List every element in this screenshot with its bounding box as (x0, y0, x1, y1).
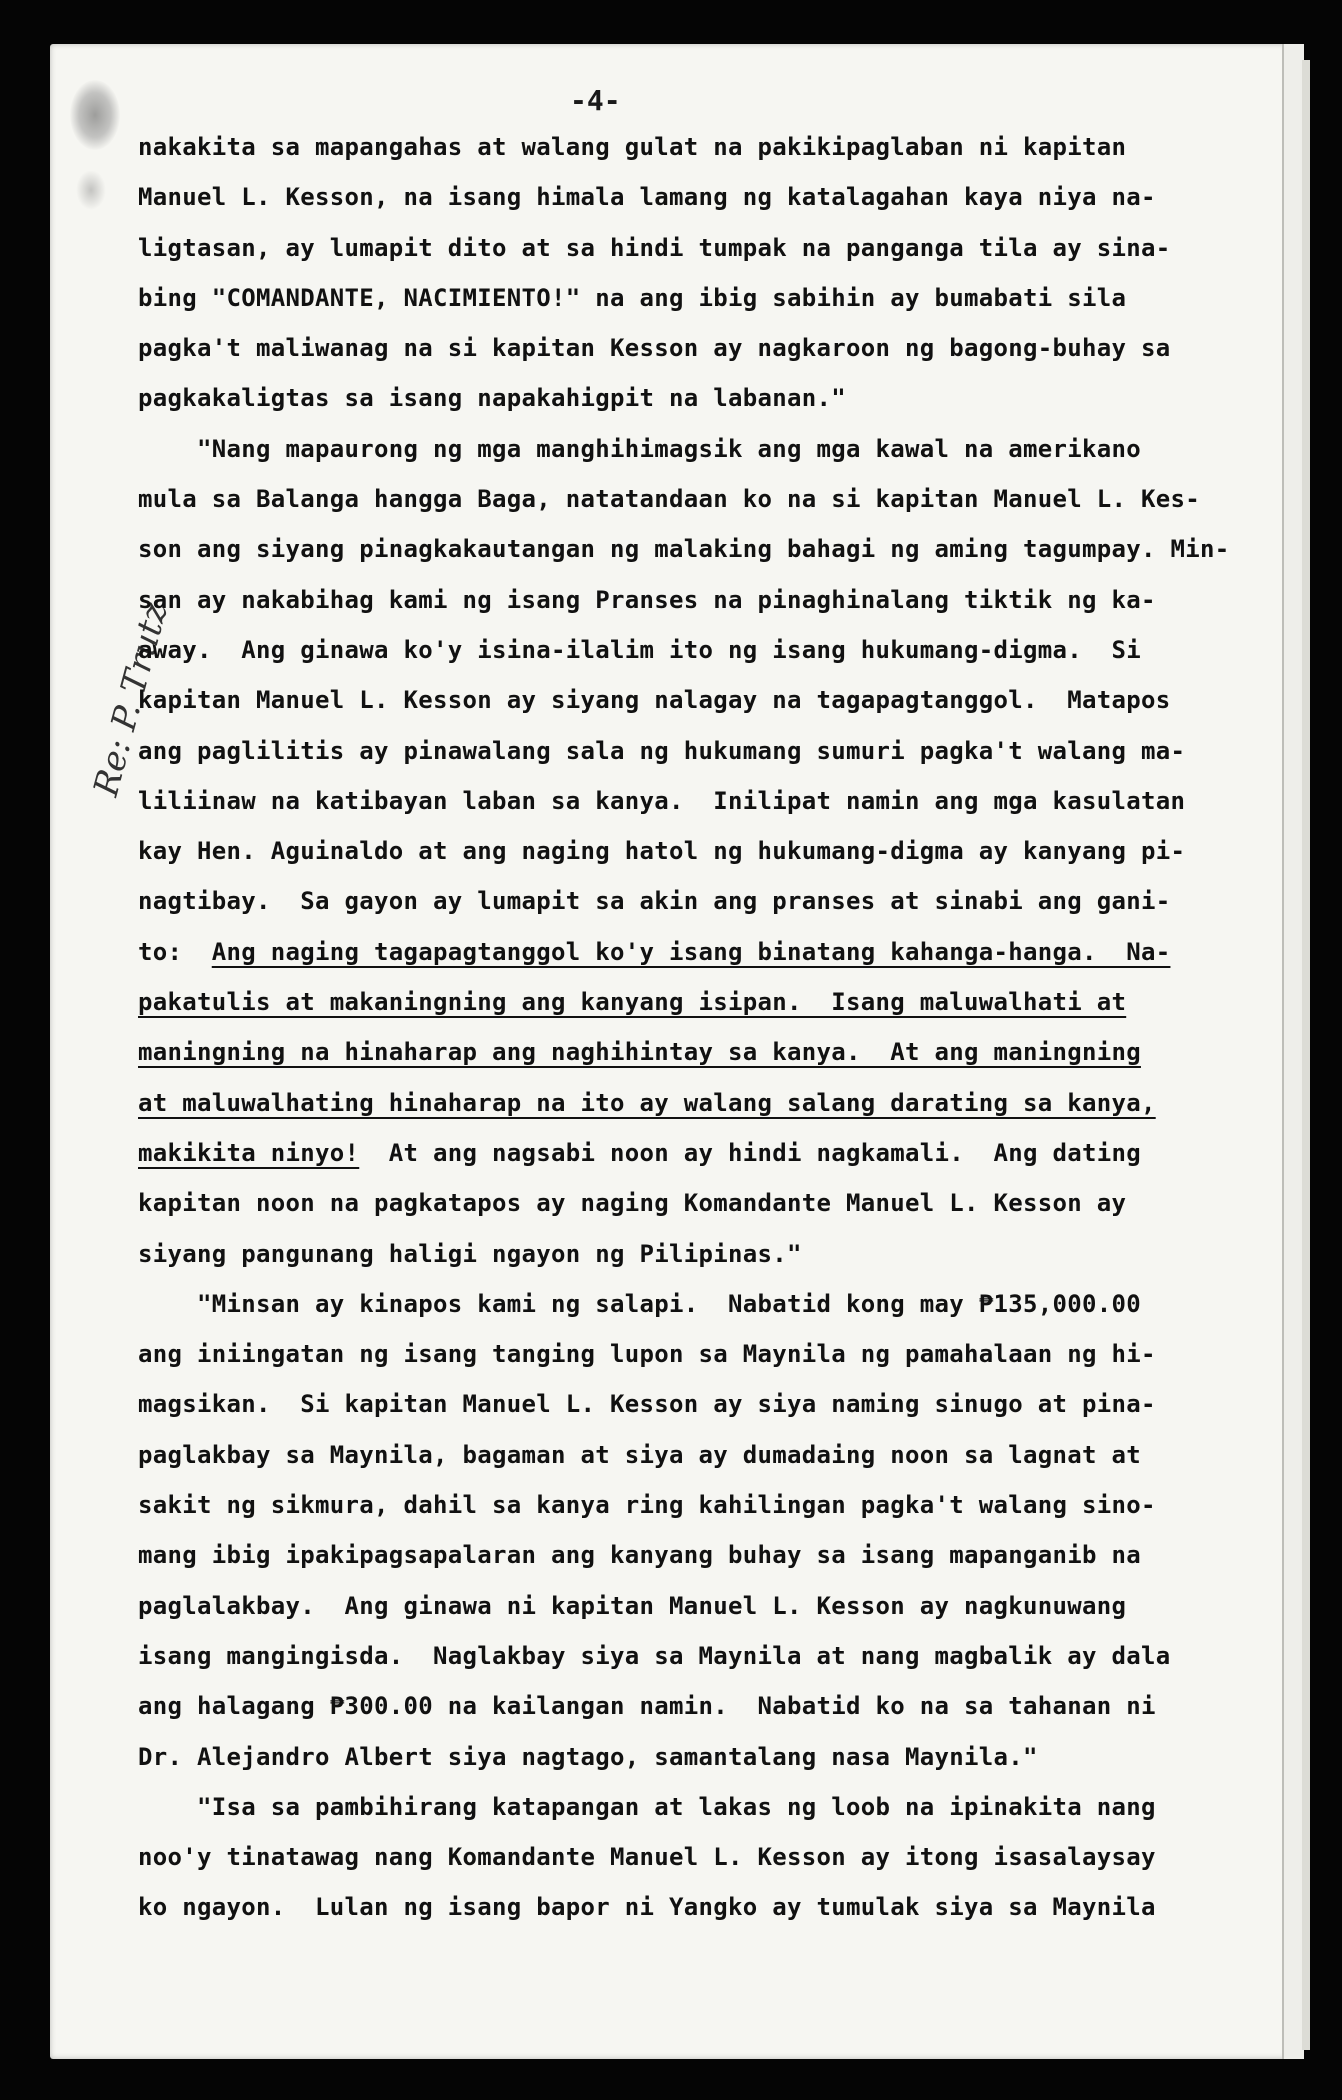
text-line (138, 1832, 1263, 1882)
text-segment: isang mangingisda. Naglakbay siya sa Maynila at nang magbalik ay dala (138, 1641, 1171, 1670)
text-segment: kapitan Manuel L. Kesson ay siyang nalagay na tagapagtanggol. Matapos (138, 686, 1171, 715)
text-line (138, 323, 1263, 373)
text-segment: "Isa sa pambihirang katapangan at lakas ng loob na ipinakita nang (138, 1792, 1156, 1821)
text-line (138, 876, 1263, 926)
text-segment: Manuel L. Kesson, na isang himala lamang ng katalagahan kaya niya na- (138, 183, 1156, 212)
text-line (138, 1027, 1263, 1077)
text-line (138, 122, 1263, 172)
text-line (138, 625, 1263, 675)
page-number: -4- (570, 84, 621, 117)
text-line (138, 1681, 1263, 1731)
text-segment: magsikan. Si kapitan Manuel L. Kesson ay siya naming sinugo at pina- (138, 1390, 1156, 1419)
handwritten-margin-note: Re: P. Trutz (86, 598, 176, 801)
text-segment: ang halagang ₱300.00 na kailangan namin. Nabatid ko na sa tahanan ni (138, 1692, 1156, 1721)
text-line (138, 1078, 1263, 1128)
text-line (138, 1631, 1263, 1681)
text-segment: paglakbay sa Maynila, bagaman at siya ay dumadaing noon sa lagnat at (138, 1440, 1141, 1469)
text-segment: bing "COMANDANTE, NACIMIENTO!" na ang ibig sabihin ay bumabati sila (138, 283, 1127, 312)
text-segment: At ang nagsabi noon ay hindi nagkamali. Ang dating (359, 1138, 1141, 1167)
text-segment: "Nang mapaurong ng mga manghihimagsik ang mga kawal na amerikano (138, 434, 1141, 463)
text-line (138, 273, 1263, 323)
underlined-text: pakatulis at makaningning ang kanyang isipan. Isang maluwalhati at (138, 988, 1127, 1017)
text-segment: ligtasan, ay lumapit dito at sa hindi tumpak na panganga tila ay sina- (138, 233, 1171, 262)
text-segment: pagka't maliwanag na si kapitan Kesson ay nagkaroon ng bagong-buhay sa (138, 334, 1171, 363)
text-line (138, 1782, 1263, 1832)
text-segment: ang iniingatan ng isang tanging lupon sa Maynila ng pamahalaan ng hi- (138, 1340, 1156, 1369)
text-line (138, 1229, 1263, 1279)
text-line (138, 927, 1263, 977)
text-line (138, 1480, 1263, 1530)
text-line (138, 826, 1263, 876)
text-segment: liliinaw na katibayan laban sa kanya. Inilipat namin ang mga kasulatan (138, 786, 1186, 815)
text-segment: pagkakaligtas sa isang napakahigpit na labanan." (138, 384, 846, 413)
ink-blot-small (76, 170, 106, 210)
text-line (138, 977, 1263, 1027)
text-line (138, 1279, 1263, 1329)
text-segment: sakit ng sikmura, dahil sa kanya ring kahilingan pagka't walang sino- (138, 1491, 1156, 1520)
text-line (138, 474, 1263, 524)
text-segment: to: (138, 937, 212, 966)
text-segment: ang paglilitis ay pinawalang sala ng hukumang sumuri pagka't walang ma- (138, 736, 1186, 765)
text-line (138, 424, 1263, 474)
text-line (138, 1882, 1263, 1932)
underlined-text: maningning na hinaharap ang naghihintay sa kanya. At ang maningning (138, 1038, 1141, 1067)
text-segment: away. Ang ginawa ko'y isina-ilalim ito ng isang hukumang-digma. Si (138, 635, 1141, 664)
text-segment: nakakita sa mapangahas at walang gulat na pakikipaglaban ni kapitan (138, 133, 1127, 161)
text-segment: mang ibig ipakipagsapalaran ang kanyang buhay sa isang mapanganib na (138, 1541, 1141, 1570)
text-segment: san ay nakabihag kami ng isang Pranses na pinaghinalang tiktik ng ka- (138, 585, 1156, 614)
text-segment: paglalakbay. Ang ginawa ni kapitan Manuel L. Kesson ay nagkunuwang (138, 1591, 1127, 1620)
ink-blot (70, 80, 120, 150)
text-line (138, 172, 1263, 222)
typed-body-text (138, 122, 1263, 1933)
text-line (138, 1178, 1263, 1228)
text-segment: "Minsan ay kinapos kami ng salapi. Nabatid kong may ₱135,000.00 (138, 1289, 1141, 1318)
text-line (138, 1128, 1263, 1178)
text-line (138, 726, 1263, 776)
text-segment: nagtibay. Sa gayon ay lumapit sa akin ang pranses at sinabi ang gani- (138, 887, 1171, 916)
text-segment: siyang pangunang haligi ngayon ng Pilipinas." (138, 1239, 802, 1268)
text-line (138, 1581, 1263, 1631)
underlined-text: at maluwalhating hinaharap na ito ay walang salang darating sa kanya, (138, 1088, 1156, 1117)
text-line (138, 675, 1263, 725)
text-line (138, 575, 1263, 625)
text-segment: Dr. Alejandro Albert siya nagtago, samantalang nasa Maynila." (138, 1742, 1038, 1771)
page-edge-shadow (1302, 60, 1310, 2050)
text-segment: noo'y tinatawag nang Komandante Manuel L. Kesson ay itong isasalaysay (138, 1843, 1156, 1872)
text-line (138, 373, 1263, 423)
text-segment: son ang siyang pinagkakautangan ng malaking bahagi ng aming tagumpay. Min- (138, 535, 1230, 564)
text-line (138, 1430, 1263, 1480)
text-segment: mula sa Balanga hangga Baga, natatandaan ko na si kapitan Manuel L. Kes- (138, 485, 1200, 514)
underlined-text: Ang naging tagapagtanggol ko'y isang binatang kahanga-hanga. Na- (211, 937, 1171, 966)
text-line (138, 524, 1263, 574)
text-line (138, 1732, 1263, 1782)
text-line (138, 776, 1263, 826)
text-segment: kay Hen. Aguinaldo at ang naging hatol ng hukumang-digma ay kanyang pi- (138, 837, 1186, 866)
page-edge (1282, 44, 1304, 2059)
text-line (138, 1329, 1263, 1379)
text-segment: kapitan noon na pagkatapos ay naging Komandante Manuel L. Kesson ay (138, 1189, 1127, 1218)
text-line (138, 1379, 1263, 1429)
text-line (138, 223, 1263, 273)
text-line (138, 1530, 1263, 1580)
text-segment: ko ngayon. Lulan ng isang bapor ni Yangko ay tumulak siya sa Maynila (138, 1893, 1156, 1922)
underlined-text: makikita ninyo! (138, 1138, 360, 1167)
